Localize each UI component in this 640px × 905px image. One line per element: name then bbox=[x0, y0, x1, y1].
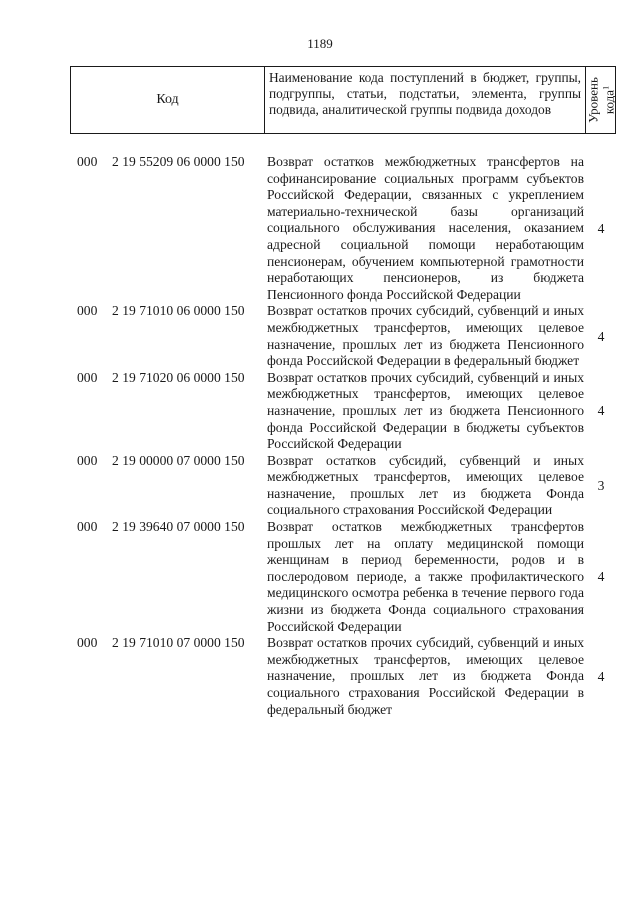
row-name: Возврат остатков прочих субсидий, субвенций и иных межбюджетных трансфертов, имеющих целевое назначение, прошлых лет из бюджета Пенсионного фонда Российской Федерации в федеральный бюджет bbox=[267, 303, 584, 369]
row-name: Возврат остатков прочих субсидий, субвенций и иных межбюджетных трансфертов, имеющих целевое назначение, прошлых лет из бюджета Пенсионного фонда Российской Федерации в бюджеты субъектов Российской Федерации bbox=[267, 369, 584, 452]
row-code: 2 19 71020 06 0000 150 bbox=[112, 369, 245, 385]
row-code-prefix: 000 bbox=[77, 303, 98, 319]
row-code: 2 19 55209 06 0000 150 bbox=[112, 154, 245, 169]
row-code-prefix: 000 bbox=[77, 154, 98, 169]
row-code: 2 19 00000 07 0000 150 bbox=[112, 452, 245, 468]
row-level: 4 bbox=[597, 668, 605, 684]
table-row bbox=[0, 370, 640, 453]
table-row bbox=[0, 519, 640, 635]
row-name: Возврат остатков межбюджетных трансфертов на софинансирование социальных программ субъектов Российской Федерации, связанных с укреплением материально-технической базы организаций социального обслуживания населения, оказанием адресной социальной помощи неработающим пенсионерам, обучением компьютерной грамотности неработающих пенсионеров, из бюджета Пенсионного фонда Российской Федерации bbox=[267, 154, 584, 302]
table-row bbox=[0, 635, 640, 718]
page-number: 1189 bbox=[307, 36, 333, 51]
header-level-label: Уровень кода$^1$ bbox=[584, 77, 617, 123]
row-name: Возврат остатков субсидий, субвенций и иных межбюджетных трансфертов, имеющих целевое назначение, прошлых лет из бюджета Фонда социального страхования Российской Федерации bbox=[267, 452, 584, 518]
header-level bbox=[586, 67, 615, 133]
row-code: 2 19 71010 07 0000 150 bbox=[112, 635, 245, 651]
row-code-prefix: 000 bbox=[77, 452, 98, 468]
row-name: Возврат остатков межбюджетных трансфертов прошлых лет на оплату медицинской помощи женщинам в период беременности, родов и в послеродовом периоде, а также профилактического медицинского осмотра ребенка в течение первого года жизни из бюджета Фонда социального страхования Российской Федерации bbox=[267, 519, 584, 634]
table-row bbox=[0, 303, 640, 369]
row-level: 4 bbox=[597, 403, 605, 419]
table-row bbox=[0, 154, 640, 303]
row-level: 3 bbox=[597, 477, 605, 493]
row-code-prefix: 000 bbox=[77, 519, 98, 535]
row-level: 4 bbox=[597, 220, 605, 236]
table-row bbox=[0, 453, 640, 519]
header-code: Код bbox=[71, 67, 265, 133]
row-level: 4 bbox=[597, 569, 605, 585]
table-header bbox=[70, 66, 616, 134]
row-name: Возврат остатков прочих субсидий, субвенций и иных межбюджетных трансфертов, имеющих целевое назначение, прошлых лет из бюджета Фонда социального страхования Российской Федерации в федеральный бюджет bbox=[267, 635, 584, 717]
row-code: 2 19 39640 07 0000 150 bbox=[112, 519, 245, 535]
row-code-prefix: 000 bbox=[77, 635, 98, 651]
row-level: 4 bbox=[597, 328, 605, 344]
row-code: 2 19 71010 06 0000 150 bbox=[112, 303, 245, 319]
header-level-footnote: 1 bbox=[600, 85, 610, 90]
header-name: Наименование кода поступлений в бюджет, группы, подгруппы, статьи, подстатьи, элемента, группы подвида, аналитической группы подвида доходов bbox=[265, 67, 586, 133]
row-code-prefix: 000 bbox=[77, 369, 98, 385]
table-body bbox=[0, 154, 640, 718]
